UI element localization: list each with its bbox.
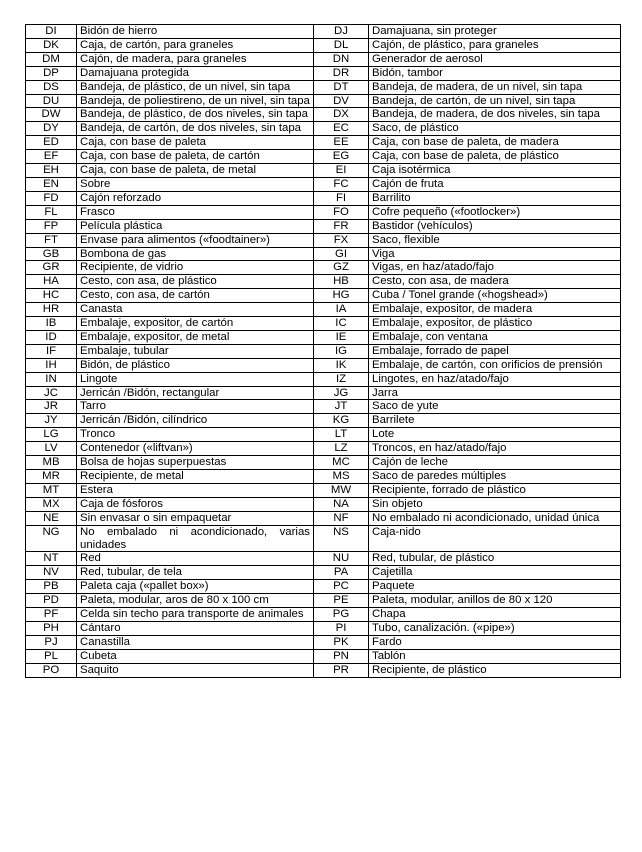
package-code: DS xyxy=(26,80,77,94)
package-code: IZ xyxy=(314,372,369,386)
package-code: MW xyxy=(314,483,369,497)
package-code: PI xyxy=(314,621,369,635)
package-description: Generador de aerosol xyxy=(369,52,621,66)
package-description: Caja de fósforos xyxy=(77,497,314,511)
package-code: IN xyxy=(26,372,77,386)
package-code: EF xyxy=(26,150,77,164)
package-code: FP xyxy=(26,219,77,233)
package-description: Chapa xyxy=(369,608,621,622)
package-code: EH xyxy=(26,164,77,178)
package-description: Recipiente, de metal xyxy=(77,470,314,484)
package-description: Caja, con base de paleta xyxy=(77,136,314,150)
package-code: LG xyxy=(26,428,77,442)
table-row xyxy=(26,52,621,66)
package-code: DN xyxy=(314,52,369,66)
package-description: Cesto, con asa, de cartón xyxy=(77,289,314,303)
package-code: IG xyxy=(314,344,369,358)
package-code: MC xyxy=(314,456,369,470)
package-description: Frasco xyxy=(77,205,314,219)
package-description: Envase para alimentos («foodtainer») xyxy=(77,233,314,247)
package-description: Película plástica xyxy=(77,219,314,233)
package-description: Lote xyxy=(369,428,621,442)
table-row xyxy=(26,219,621,233)
table-row xyxy=(26,442,621,456)
package-description: Sin envasar o sin empaquetar xyxy=(77,511,314,525)
package-description: Barrilete xyxy=(369,414,621,428)
package-description: Paleta, modular, aros de 80 x 100 cm xyxy=(77,594,314,608)
package-description: Jerricán /Bidón, rectangular xyxy=(77,386,314,400)
package-description: Cajón de leche xyxy=(369,456,621,470)
table-row xyxy=(26,136,621,150)
package-description: Caja, de cartón, para graneles xyxy=(77,38,314,52)
package-code: FT xyxy=(26,233,77,247)
package-description: Barrilito xyxy=(369,191,621,205)
table-row xyxy=(26,66,621,80)
package-description: Sin objeto xyxy=(369,497,621,511)
package-description: Recipiente, forrado de plástico xyxy=(369,483,621,497)
package-code: MT xyxy=(26,483,77,497)
package-code: GZ xyxy=(314,261,369,275)
table-row xyxy=(26,94,621,108)
package-description: Bolsa de hojas superpuestas xyxy=(77,456,314,470)
package-code: PJ xyxy=(26,635,77,649)
package-code: NE xyxy=(26,511,77,525)
package-description: Red, tubular, de tela xyxy=(77,566,314,580)
package-code: IC xyxy=(314,317,369,331)
table-row xyxy=(26,25,621,39)
package-description: Viga xyxy=(369,247,621,261)
package-code: DW xyxy=(26,108,77,122)
table-row xyxy=(26,108,621,122)
package-code: DL xyxy=(314,38,369,52)
package-code: GR xyxy=(26,261,77,275)
table-row xyxy=(26,608,621,622)
package-description: Cofre pequeño («footlocker») xyxy=(369,205,621,219)
package-description: Bandeja, de madera, de dos niveles, sin tapa xyxy=(369,108,621,122)
package-code: MR xyxy=(26,470,77,484)
package-description: Embalaje, expositor, de plástico xyxy=(369,317,621,331)
package-description: Cesto, con asa, de plástico xyxy=(77,275,314,289)
package-description: Saco, flexible xyxy=(369,233,621,247)
package-description: Canasta xyxy=(77,303,314,317)
package-description: Caja, con base de paleta, de metal xyxy=(77,164,314,178)
package-codes-table xyxy=(25,24,621,678)
package-code: LT xyxy=(314,428,369,442)
table-row xyxy=(26,525,621,552)
package-description: Tubo, canalización. («pipe») xyxy=(369,621,621,635)
package-code: PH xyxy=(26,621,77,635)
package-code: MX xyxy=(26,497,77,511)
table-row xyxy=(26,330,621,344)
package-description: Embalaje, con ventana xyxy=(369,330,621,344)
package-code: NF xyxy=(314,511,369,525)
package-description: Cajón, de madera, para graneles xyxy=(77,52,314,66)
package-description: Embalaje, tubular xyxy=(77,344,314,358)
table-row xyxy=(26,205,621,219)
table-row xyxy=(26,261,621,275)
package-code: PB xyxy=(26,580,77,594)
package-code: PG xyxy=(314,608,369,622)
package-code: PN xyxy=(314,649,369,663)
package-code: IB xyxy=(26,317,77,331)
package-code: EE xyxy=(314,136,369,150)
package-description: Bandeja, de cartón, de dos niveles, sin tapa xyxy=(77,122,314,136)
package-description: Troncos, en haz/atado/fajo xyxy=(369,442,621,456)
table-row xyxy=(26,38,621,52)
package-code: PF xyxy=(26,608,77,622)
package-code: FO xyxy=(314,205,369,219)
package-code: DI xyxy=(26,25,77,39)
package-code: IH xyxy=(26,358,77,372)
table-row xyxy=(26,456,621,470)
package-description: Cajetilla xyxy=(369,566,621,580)
package-code: JG xyxy=(314,386,369,400)
package-code: PC xyxy=(314,580,369,594)
package-description: Jerricán /Bidón, cilíndrico xyxy=(77,414,314,428)
package-description: Bidón, tambor xyxy=(369,66,621,80)
table-row xyxy=(26,289,621,303)
package-code: DT xyxy=(314,80,369,94)
table-row xyxy=(26,663,621,677)
package-code: PK xyxy=(314,635,369,649)
package-description: Recipiente, de vidrio xyxy=(77,261,314,275)
package-code: HB xyxy=(314,275,369,289)
package-description: Saco, de plástico xyxy=(369,122,621,136)
package-description: Bandeja, de plástico, de dos niveles, sin tapa xyxy=(77,108,314,122)
package-description: Embalaje, expositor, de metal xyxy=(77,330,314,344)
table-row xyxy=(26,386,621,400)
package-description: Contenedor («liftvan») xyxy=(77,442,314,456)
package-code: FX xyxy=(314,233,369,247)
package-code: JR xyxy=(26,400,77,414)
table-row xyxy=(26,150,621,164)
package-description: Damajuana, sin proteger xyxy=(369,25,621,39)
package-code: DR xyxy=(314,66,369,80)
table-row xyxy=(26,580,621,594)
package-code: PR xyxy=(314,663,369,677)
package-code: NS xyxy=(314,525,369,552)
package-description: Saquito xyxy=(77,663,314,677)
table-row xyxy=(26,483,621,497)
package-description: Cajón, de plástico, para graneles xyxy=(369,38,621,52)
package-description: Vigas, en haz/atado/fajo xyxy=(369,261,621,275)
package-code: JT xyxy=(314,400,369,414)
package-code: PL xyxy=(26,649,77,663)
package-code: MB xyxy=(26,456,77,470)
package-description: Bandeja, de cartón, de un nivel, sin tapa xyxy=(369,94,621,108)
package-code: DK xyxy=(26,38,77,52)
package-description: Bidón, de plástico xyxy=(77,358,314,372)
package-description: Caja-nido xyxy=(369,525,621,552)
table-row xyxy=(26,470,621,484)
package-description: Bandeja, de plástico, de un nivel, sin tapa xyxy=(77,80,314,94)
package-code: DV xyxy=(314,94,369,108)
table-row xyxy=(26,177,621,191)
table-row xyxy=(26,80,621,94)
package-code: HC xyxy=(26,289,77,303)
table-row xyxy=(26,497,621,511)
package-code: PO xyxy=(26,663,77,677)
package-description: Red xyxy=(77,552,314,566)
package-code: HG xyxy=(314,289,369,303)
package-code: IA xyxy=(314,303,369,317)
table-row xyxy=(26,303,621,317)
package-description: Recipiente, de plástico xyxy=(369,663,621,677)
package-code: JY xyxy=(26,414,77,428)
package-description: Cajón reforzado xyxy=(77,191,314,205)
package-description: Paleta caja («pallet box») xyxy=(77,580,314,594)
table-row xyxy=(26,191,621,205)
table-row xyxy=(26,552,621,566)
package-code: EN xyxy=(26,177,77,191)
package-code: HR xyxy=(26,303,77,317)
package-code: GB xyxy=(26,247,77,261)
package-code: NG xyxy=(26,525,77,552)
package-code: PD xyxy=(26,594,77,608)
package-code: NT xyxy=(26,552,77,566)
package-code: EC xyxy=(314,122,369,136)
package-description: Red, tubular, de plástico xyxy=(369,552,621,566)
package-code: NA xyxy=(314,497,369,511)
package-code: DJ xyxy=(314,25,369,39)
table-row xyxy=(26,247,621,261)
package-description: Bandeja, de madera, de un nivel, sin tapa xyxy=(369,80,621,94)
package-description: Embalaje, expositor, de madera xyxy=(369,303,621,317)
package-code: LV xyxy=(26,442,77,456)
package-description: Cajón de fruta xyxy=(369,177,621,191)
table-row xyxy=(26,122,621,136)
package-codes-body xyxy=(26,25,621,678)
package-description: Tronco xyxy=(77,428,314,442)
package-description: Cubeta xyxy=(77,649,314,663)
package-code: DU xyxy=(26,94,77,108)
package-description: No embalado ni acondicionado, unidad única xyxy=(369,511,621,525)
package-description: Paquete xyxy=(369,580,621,594)
package-description: Canastilla xyxy=(77,635,314,649)
package-description: Bastidor (vehículos) xyxy=(369,219,621,233)
table-row xyxy=(26,511,621,525)
package-description: Caja isotérmica xyxy=(369,164,621,178)
table-row xyxy=(26,275,621,289)
package-code: EI xyxy=(314,164,369,178)
package-description: Saco de yute xyxy=(369,400,621,414)
package-description: Embalaje, de cartón, con orificios de prensión xyxy=(369,358,621,372)
package-description: No embalado ni acondicionado, varias unidades xyxy=(77,525,314,552)
table-row xyxy=(26,428,621,442)
package-code: NU xyxy=(314,552,369,566)
package-code: FD xyxy=(26,191,77,205)
package-code: ED xyxy=(26,136,77,150)
package-description: Estera xyxy=(77,483,314,497)
table-row xyxy=(26,414,621,428)
package-code: KG xyxy=(314,414,369,428)
package-description: Bandeja, de poliestireno, de un nivel, sin tapa xyxy=(77,94,314,108)
table-row xyxy=(26,635,621,649)
package-description: Embalaje, forrado de papel xyxy=(369,344,621,358)
table-row xyxy=(26,566,621,580)
package-description: Caja, con base de paleta, de madera xyxy=(369,136,621,150)
table-row xyxy=(26,621,621,635)
package-description: Bidón de hierro xyxy=(77,25,314,39)
package-description: Embalaje, expositor, de cartón xyxy=(77,317,314,331)
package-code: DM xyxy=(26,52,77,66)
table-row xyxy=(26,164,621,178)
package-code: IF xyxy=(26,344,77,358)
package-code: JC xyxy=(26,386,77,400)
table-row xyxy=(26,594,621,608)
package-description: Caja, con base de paleta, de cartón xyxy=(77,150,314,164)
package-description: Lingotes, en haz/atado/fajo xyxy=(369,372,621,386)
package-code: FR xyxy=(314,219,369,233)
package-description: Bombona de gas xyxy=(77,247,314,261)
package-code: EG xyxy=(314,150,369,164)
table-row xyxy=(26,233,621,247)
package-code: MS xyxy=(314,470,369,484)
package-description: Damajuana protegida xyxy=(77,66,314,80)
table-row xyxy=(26,358,621,372)
package-code: GI xyxy=(314,247,369,261)
package-code: FI xyxy=(314,191,369,205)
package-description: Saco de paredes múltiples xyxy=(369,470,621,484)
package-description: Cántaro xyxy=(77,621,314,635)
package-description: Lingote xyxy=(77,372,314,386)
package-code: DY xyxy=(26,122,77,136)
package-description: Sobre xyxy=(77,177,314,191)
package-description: Cesto, con asa, de madera xyxy=(369,275,621,289)
table-row xyxy=(26,649,621,663)
package-code: IE xyxy=(314,330,369,344)
package-description: Paleta, modular, anillos de 80 x 120 xyxy=(369,594,621,608)
package-description: Celda sin techo para transporte de animales xyxy=(77,608,314,622)
table-row xyxy=(26,372,621,386)
package-code: PA xyxy=(314,566,369,580)
package-description: Fardo xyxy=(369,635,621,649)
package-code: DP xyxy=(26,66,77,80)
package-description: Tarro xyxy=(77,400,314,414)
package-code: IK xyxy=(314,358,369,372)
table-row xyxy=(26,317,621,331)
package-description: Cuba / Tonel grande («hogshead») xyxy=(369,289,621,303)
table-row xyxy=(26,344,621,358)
package-code: FC xyxy=(314,177,369,191)
package-code: DX xyxy=(314,108,369,122)
package-description: Caja, con base de paleta, de plástico xyxy=(369,150,621,164)
table-row xyxy=(26,400,621,414)
package-description: Tablón xyxy=(369,649,621,663)
package-code: HA xyxy=(26,275,77,289)
package-code: ID xyxy=(26,330,77,344)
package-code: LZ xyxy=(314,442,369,456)
package-description: Jarra xyxy=(369,386,621,400)
package-code: NV xyxy=(26,566,77,580)
package-code: FL xyxy=(26,205,77,219)
package-code: PE xyxy=(314,594,369,608)
